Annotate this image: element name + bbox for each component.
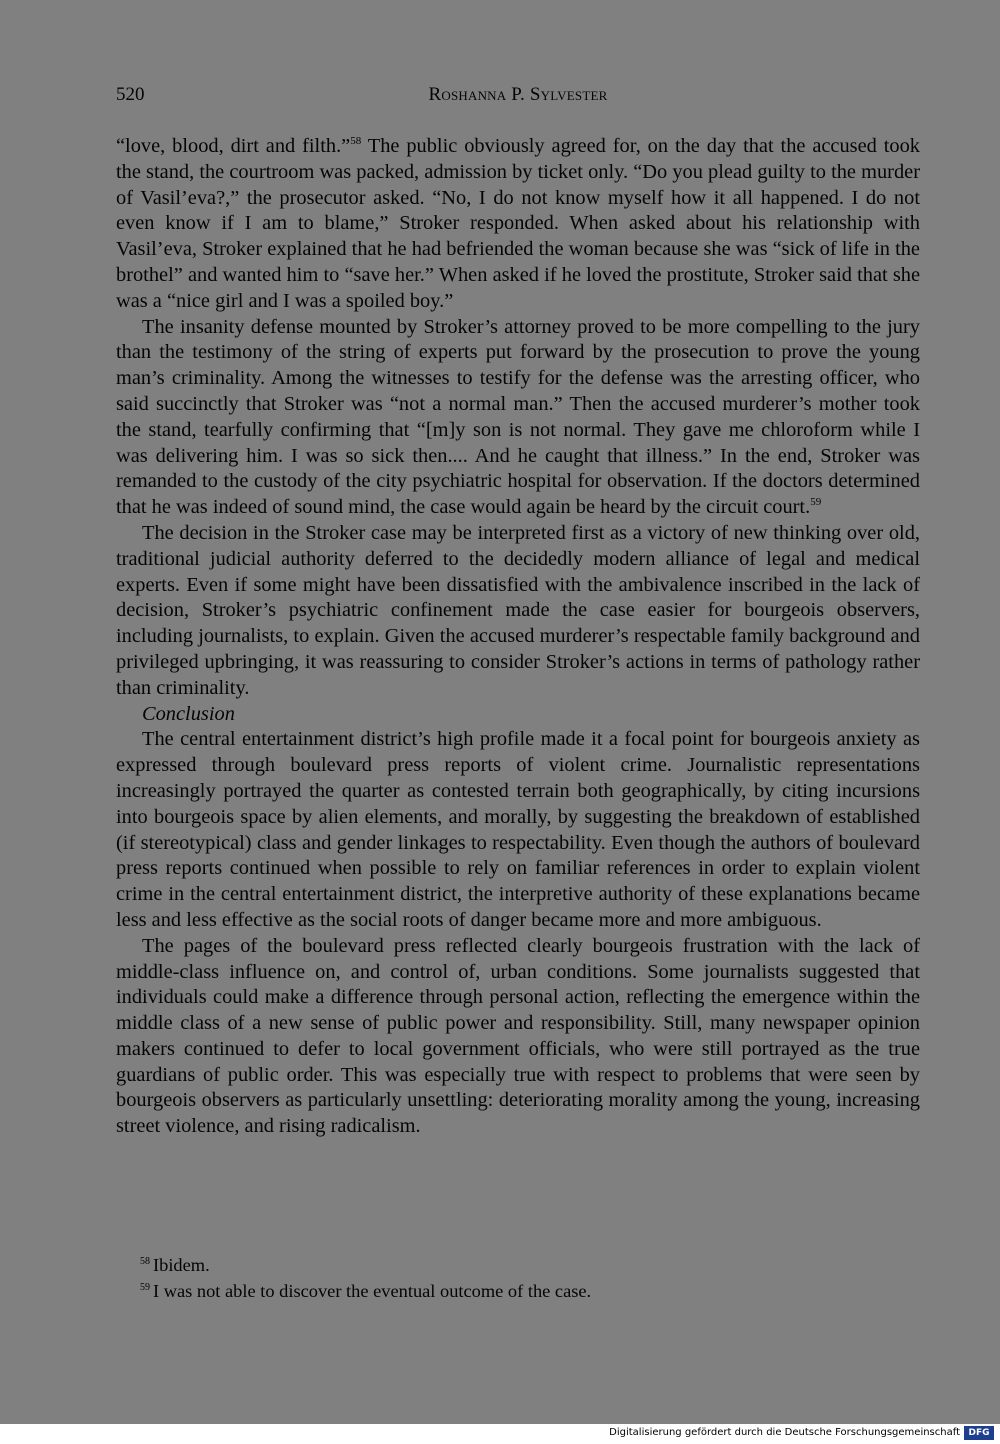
footer-bar — [0, 1424, 1000, 1444]
section-heading: Conclusion — [142, 702, 235, 725]
paragraph-1-text-a: “love, blood, dirt and filth.” — [116, 135, 351, 157]
footnote-ref-58: 58 — [350, 135, 362, 147]
footnote-text: Ibidem. — [153, 1255, 210, 1275]
paragraph-1 — [116, 134, 920, 315]
footnote-number: 59 — [140, 1282, 150, 1293]
page-header — [116, 84, 920, 110]
footnote-number: 58 — [140, 1256, 150, 1267]
footnote-text: I was not able to discover the eventual outcome of the case. — [153, 1281, 592, 1301]
footnote-ref-59: 59 — [810, 496, 822, 509]
dfg-logo: DFG — [964, 1426, 994, 1440]
footnotes — [140, 1252, 920, 1304]
footnote-58 — [140, 1252, 920, 1278]
body-text — [116, 134, 920, 1140]
footer-credit: Digitalisierung gefördert durch die Deutsche Forschungsgemeinschaft — [609, 1427, 960, 1438]
paragraph-3: The decision in the Stroker case may be interpreted first as a victory of new thinking over old, traditional judicial authority deferred to the decidedly modern alliance of legal and medical experts. Even if some might have been dissatisfied with the ambivalence inscribed in the lack of decision, Stroker’s psychiatric confinement made the case easier for bourgeois observers, including journalists, to explain. Given the accused murderer’s respectable family background and privileged upbringing, it was reassuring to consider Stroker’s actions in terms of pathology rather than criminality. — [116, 521, 920, 699]
footnote-59 — [140, 1278, 920, 1304]
paragraph-2 — [116, 315, 920, 521]
paragraph-5: The pages of the boulevard press reflected clearly bourgeois frustration with the lack of middle-class influence on, and control of, urban conditions. Some journalists suggested that individuals could make a difference through personal action, reflecting the emergence within the middle class of a new sense of public power and responsibility. Still, many newspaper opinion makers continued to defer to local government officials, who were still portrayed as the true guardians of public order. This was especially true with respect to problems that were seen by bourgeois observers as particularly unsettling: deteriorating morality among the young, increasing street violence, and rising radicalism. — [116, 934, 920, 1138]
paragraph-2-text: The insanity defense mounted by Stroker’s attorney proved to be more compelling to the jury than the testimony of the string of experts put forward by the prosecution to prove the young man’s criminality. Among the witnesses to testify for the defense was the arresting officer, who said succinctly that Stroker was “not a normal man.” Then the accused murderer’s mother took the stand, tearfully confirming that “[m]y son is not normal. They gave me chloroform while I was delivering him. I was so sick then.... And he caught that illness.” In the end, Stroker was remanded to the custody of the city psychiatric hospital for observation. If the doctors determined that he was indeed of sound mind, the case would again be heard by the circuit court. — [116, 315, 920, 519]
paragraph-4: The central entertainment district’s high profile made it a focal point for bourgeois anxiety as expressed through boulevard press reports of violent crime. Journalistic representations increasingly portrayed the quarter as contested terrain both geographically, by citing incursions into bourgeois space by alien elements, and morally, by suggesting the breakdown of established (if stereotypical) class and gender linkages to respectability. Even though the authors of boulevard press reports continued when possible to rely on familiar references in order to explain violent crime in the central entertainment district, the interpretive authority of these explanations became less and less effective as the social roots of danger became more and more ambiguous. — [116, 728, 920, 931]
page-number: 520 — [116, 84, 145, 105]
running-head: Roshanna P. Sylvester — [428, 84, 608, 105]
paragraph-1-text-b: The public obviously agreed for, on the day that the accused took the stand, the courtroom was packed, admission by ticket only. “Do you plead guilty to the murder of Vasil’eva?,” the prosecutor asked. “No, I do not know myself how it all happened. I do not even know if I am to blame,” Stroker responded. When asked about his relationship with Vasil’eva, Stroker explained that he had befriended the woman because she was “sick of life in the brothel” and wanted him to “save her.” When asked if he loved the prostitute, Stroker said that she was a “nice girl and I was a spoiled boy.” — [116, 135, 920, 312]
